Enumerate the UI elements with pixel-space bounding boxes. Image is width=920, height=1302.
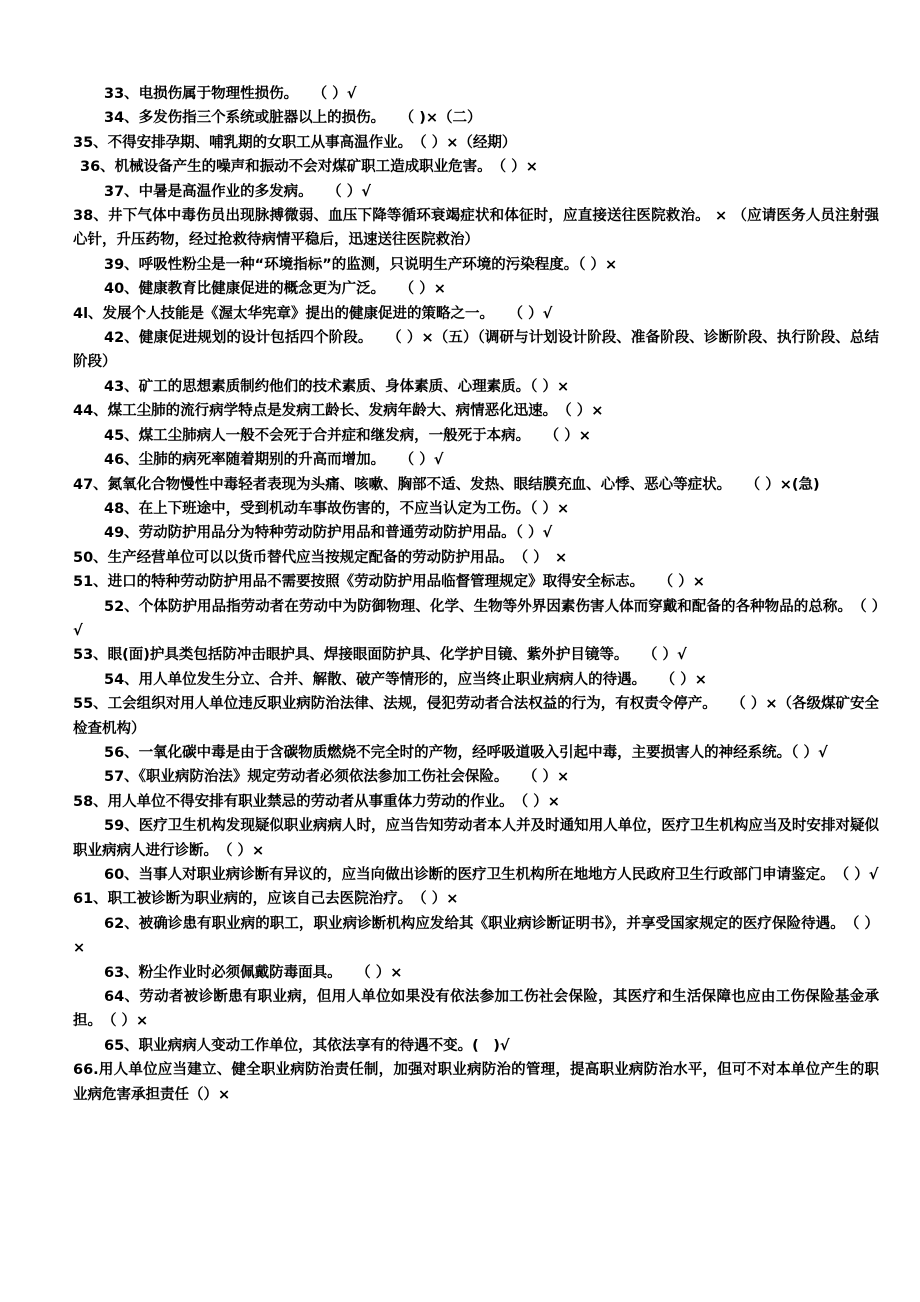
question-item: 46、尘肺的病死率随着期别的升高而增加。 （ ）√ <box>104 452 444 469</box>
question-item: 48、在上下班途中，受到机动车事故伤害的，不应当认定为工伤。（ ）× <box>104 500 570 517</box>
question-item: 52、个体防护用品指劳动者在劳动中为防御物理、化学、生物等外界因素伤害人体而穿戴和配备的各种物品的总称。 （ ）√ <box>73 598 879 639</box>
question-item: 50、生产经营单位可以以货币替代应当按规定配备的劳动防护用品。 （ ） × <box>73 549 568 566</box>
question-item: 64、劳动者被诊断患有职业病，但用人单位如果没有依法参加工伤社会保险，其医疗和生活保障也应由工伤保险基金承担。 （ ）× <box>73 989 879 1030</box>
question-item: 62、被确诊患有职业病的职工，职业病诊断机构应发给其《职业病诊断证明书》，并享受国家规定的医疗保险待遇。 （ ）× <box>73 915 879 957</box>
question-item: 40、健康教育比健康促进的概念更为广泛。 （ ）× <box>104 281 446 298</box>
question-item: 38、井下气体中毒伤员出现脉搏微弱、血压下降等循环衰竭症状和体征时，应直接送往医院救治。 × （应请医务人员注射强心针，升压药物，经过抢救待病情平稳后，迅速送往医院救治） <box>73 208 879 249</box>
question-item: 49、劳动防护用品分为特种劳动防护用品和普通劳动防护用品。（ ）√ <box>104 525 553 542</box>
question-item: 55、工会组织对用人单位违反职业病防治法律、法规，侵犯劳动者合法权益的行为，有权责令停产。 （ ）×（各级煤矿安全检查机构） <box>73 696 879 737</box>
question-item: 37、中暑是高温作业的多发病。 （ ）√ <box>104 183 371 200</box>
question-item: 4l、发展个人技能是《渥太华宪章》提出的健康促进的策略之一。 （ ）√ <box>73 305 553 322</box>
question-item: 45、煤工尘肺病人一般不会死于合并症和继发病，一般死于本病。 （ ）× <box>104 427 591 444</box>
question-item: 43、矿工的思想素质制约他们的技术素质、身体素质、心理素质。（ ）× <box>104 378 570 395</box>
question-item: 34、多发伤指三个系统或脏器以上的损伤。 （ )×（二） <box>104 110 482 127</box>
question-item: 42、健康促进规划的设计包括四个阶段。 （ ）×（五）（调研与计划设计阶段、准备阶段、诊断阶段、执行阶段、总结阶段） <box>73 330 879 371</box>
question-item: 63、粉尘作业时必须佩戴防毒面具。 （ ）× <box>104 964 403 981</box>
question-item: 39、呼吸性粉尘是一种“环境指标”的监测，只说明生产环境的污染程度。（ ）× <box>104 256 618 273</box>
question-item: 35、不得安排孕期、哺乳期的女职工从事高温作业。 （ ）×（经期） <box>73 134 517 151</box>
question-item: 56、一氧化碳中毒是由于含碳物质燃烧不完全时的产物，经呼吸道吸入引起中毒，主要损害人的神经系统。（ ）√ <box>104 744 828 761</box>
question-item: 58、用人单位不得安排有职业禁忌的劳动者从事重体力劳动的作业。 （ ）× <box>73 793 560 810</box>
question-item: 44、煤工尘肺的流行病学特点是发病工龄长、发病年龄大、病情恶化迅速。 （ ）× <box>73 403 604 420</box>
question-item: 65、职业病病人变动工作单位，其依法享有的待遇不变。( )√ <box>104 1037 510 1054</box>
question-item: 51、进口的特种劳动防护用品不需要按照《劳动防护用品临督管理规定》取得安全标志。 （ ）× <box>73 574 705 591</box>
document-page <box>73 82 879 1107</box>
question-item: 66.用人单位应当建立、健全职业病防治责任制，加强对职业病防治的管理，提高职业病防治水平，但可不对本单位产生的职业病危害承担责任（）× <box>73 1062 879 1103</box>
question-item: 33、电损伤属于物理性损伤。 （ ）√ <box>104 86 357 102</box>
question-item: 47、氮氧化合物慢性中毒轻者表现为头痛、咳嗽、胸部不适、发热、眼结膜充血、心悸、恶心等症状。 （ ）×(急) <box>73 476 820 493</box>
question-item: 60、当事人对职业病诊断有异议的，应当向做出诊断的医疗卫生机构所在地地方人民政府卫生行政部门申请鉴定。 （ ）√ <box>104 867 879 883</box>
question-item: 57、《职业病防治法》规定劳动者必须依法参加工伤社会保险。 （ ）× <box>104 769 570 786</box>
question-item: 53、眼(面)护具类包括防冲击眼护具、焊接眼面防护具、化学护目镜、紫外护目镜等。 （ ）√ <box>73 647 687 664</box>
question-item: 61、职工被诊断为职业病的，应该自己去医院治疗。 （ ）× <box>73 891 459 908</box>
question-item: 59、医疗卫生机构发现疑似职业病病人时，应当告知劳动者本人并及时通知用人单位，医疗卫生机构应当及时安排对疑似职业病病人进行诊断。 （ ）× <box>73 818 879 859</box>
question-item: 54、用人单位发生分立、合并、解散、破产等情形的，应当终止职业病病人的待遇。 （ ）× <box>104 671 707 688</box>
question-item: 36、机械设备产生的噪声和振动不会对煤矿职工造成职业危害。 （ ）× <box>80 159 538 176</box>
